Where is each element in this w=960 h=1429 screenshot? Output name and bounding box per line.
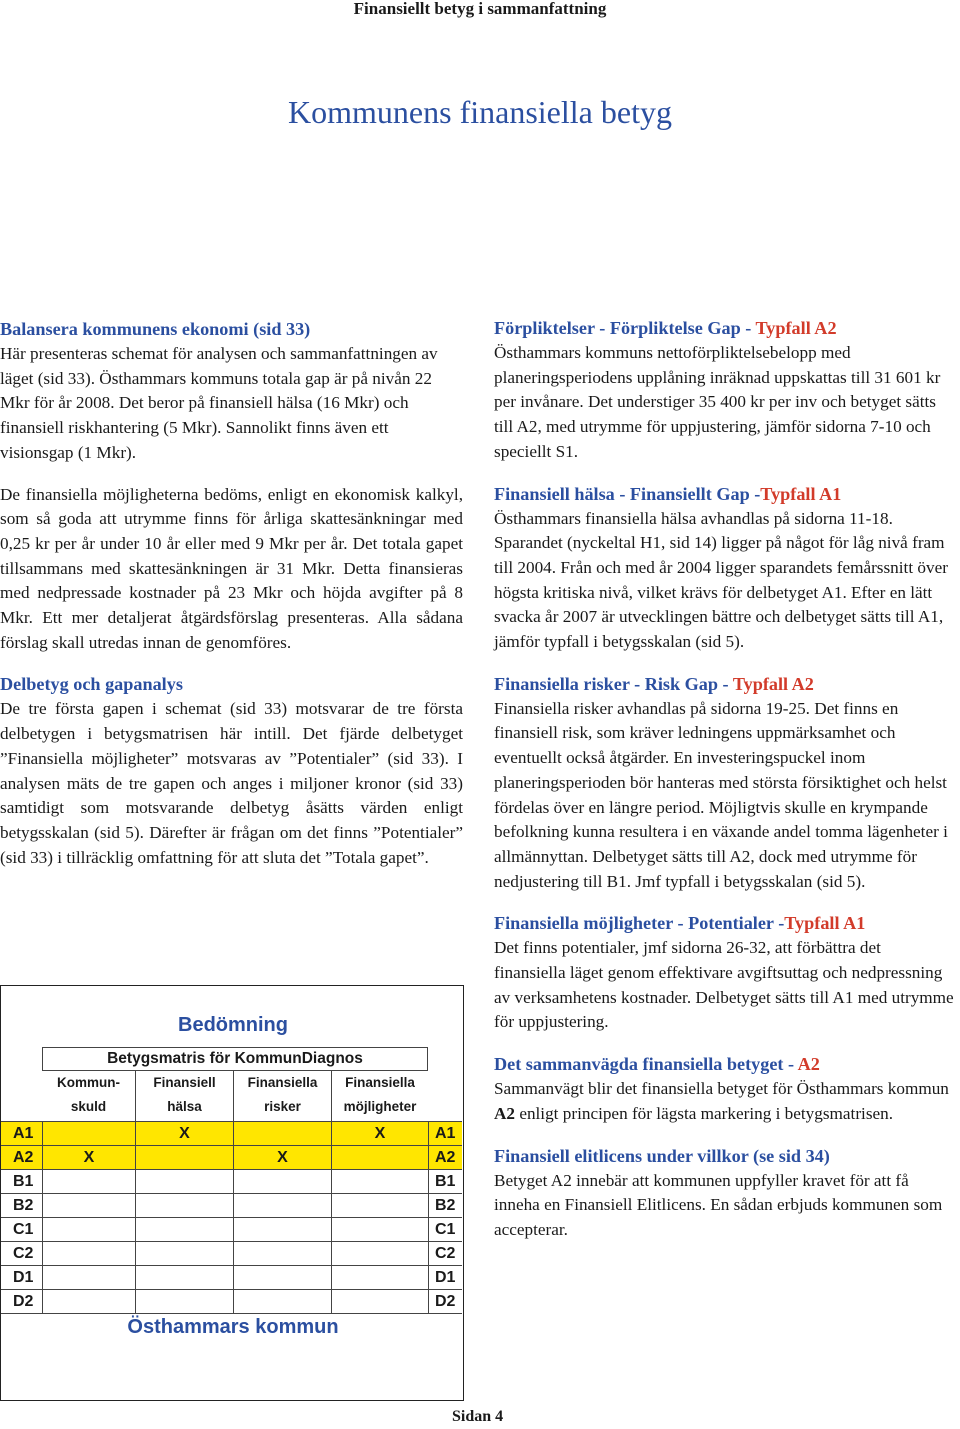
matrix-grade-label-right: D2 [428,1290,462,1313]
matrix-cell [331,1146,428,1169]
matrix-grade-label-right: B1 [428,1170,462,1193]
matrix-cell [42,1266,135,1289]
matrix-row [1,1265,462,1289]
matrix-cell [331,1242,428,1265]
matrix-grade-label: A1 [13,1125,34,1142]
matrix-column-header: Finansiella möjligheter [331,1071,428,1121]
matrix-cell [135,1290,233,1313]
matrix-grade-label-right: C1 [428,1218,462,1241]
matrix-cell: X [233,1146,331,1169]
delbetyg-text: De tre första gapen i schemat (sid 33) motsvarar de tre första delbetygen i betygsmatrisen här intill. Det fjärde delbetyget ”Finansiella möjligheter” motsvaras av ”Potentialer” (sid 33). I analysen mäts de tre gapen och anges i miljoner kronor (sid 33) samtidigt som motsvarande delbetyg åsätts värden enligt betygsskalan (sid 5). Därefter är frågan om det finns ”Potentialer” (sid 33) i tillräcklig omfattning för att sluta det ”Totala gapet”. [0,699,463,867]
elitlicens-text: Betyget A2 innebär att kommunen uppfyller kravet för att få inneha en Finansiell Elitlicens. En sådan erbjuds kommunen som accepterar. [494,1170,943,1239]
matrix-cell [42,1170,135,1193]
matrix-grade-label: B2 [13,1197,34,1214]
right-column [494,316,954,1243]
matrix-caption: Betygsmatris för KommunDiagnos [42,1047,428,1071]
matrix-grade-label: C2 [13,1245,34,1262]
matrix-row [1,1217,462,1241]
matrix-cell [135,1266,233,1289]
matrix-cell [233,1170,331,1193]
matrix-grade-label-right: B2 [428,1194,462,1217]
halsa-heading: Finansiell hälsa - Finansiellt Gap -Typfall A1 [494,483,842,504]
matrix-cell [135,1170,233,1193]
mojligheter-analysis-text: De finansiella möjligheterna bedöms, enligt en ekonomisk kalkyl, som så goda att utrymme finns för årliga skattesänkningar med 0,25 kr per år under 10 år eller med 9 Mkr per år. Det totala gapet tillsammans med skattesänkningen är 31 Mkr. Detta finansieras med nedpressade kostnader på 23 Mkr och höjda avgifter på 8 Mkr. Ett mer detaljerat åtgärdsförslag presenteras. Alla sådana förslag skall utredas innan de genomföres. [0,484,463,652]
matrix-cell [135,1146,233,1169]
balansera-text: Här presenteras schemat för analysen och sammanfattningen av läget (sid 33). Östhammars kommuns totala gap är på nivån 22 Mkr för år 2008. Det beror på finansiell hälsa (16 Mkr) och finansiell riskhantering (5 Mkr). Sannolikt finns även ett visionsgap (1 Mkr). [0,344,438,462]
matrix-row [1,1241,462,1265]
matrix-grade-label: D1 [13,1269,34,1286]
matrix-cell: X [135,1122,233,1145]
matrix-cell [331,1218,428,1241]
matrix-grade-label: D2 [13,1293,34,1310]
matrix-cell [233,1122,331,1145]
risker-grade: Typfall A2 [732,673,814,694]
halsa-text: Östhammars finansiella hälsa avhandlas på sidorna 11-18. Sparandet (nyckeltal H1, sid 14) ligger på något för låg nivå fram till 2004. Från och med år 2004 ligger sparandets femårssnitt över högsta kritiska nivå, vilket krävs för delbetyget A1. Efter en lätt svacka år 2007 är utvecklingen bättre och delbetyget sätts till A1, jämför typfall i betygsskalan (sid 5). [494,508,948,652]
matrix-cell [135,1194,233,1217]
risker-text: Finansiella risker avhandlas på sidorna 19-25. Det finns en finansiell risk, som kräver ledningens uppmärksamhet och eventuellt också åtgärder. En investeringspuckel inom planeringsperioden bör hanteras med största försiktighet och helst fördelas över en längre period. Möjligtvis skulle en krympande befolkning kunna resultera i en växande andel tomma lägenheter i allmännyttan. Delbetyget sätts till A2, dock med utrymme för nedjustering till B1. Jmf typfall i betygsskalan (sid 5). [494,698,948,891]
forpliktelser-text: Östhammars kommuns nettoförpliktelsebelopp med planeringsperiodens upplåning inräknad uppskattas till 31 601 kr per invånare. Det understiger 35 400 kr per inv och betyget sätts till A2, med utrymme för uppjustering, jämför sidorna 7-10 och speciellt S1. [494,343,941,461]
page-title: Kommunens finansiella betyg [288,94,672,130]
mojligheter-grade: Typfall A1 [784,913,866,934]
matrix-grade-label-right: A1 [428,1122,462,1145]
left-column [0,317,463,870]
matrix-cell [233,1266,331,1289]
matrix-cell [42,1290,135,1313]
matrix-cell [331,1170,428,1193]
matrix-cell [42,1122,135,1145]
matrix-row [1,1169,462,1193]
matrix-cell [233,1218,331,1241]
matrix-cell: X [42,1146,135,1169]
forpliktelser-heading: Förpliktelser - Förpliktelse Gap - Typfall A2 [494,318,837,338]
forpliktelser-grade: Typfall A2 [755,318,837,338]
mojligheter-heading: Finansiella möjligheter - Potentialer -Typfall A1 [494,913,866,934]
matrix-row [1,1121,462,1145]
matrix-row [1,1289,462,1313]
matrix-cell [135,1242,233,1265]
matrix-cell [233,1242,331,1265]
matrix-row [1,1193,462,1217]
matrix-cell [42,1242,135,1265]
samman-heading: Det sammanvägda finansiella betyget - A2 [494,1054,820,1075]
matrix-cell [331,1266,428,1289]
halsa-grade: Typfall A1 [760,483,842,504]
running-header: Finansiellt betyg i sammanfattning [353,0,607,18]
matrix-grade-label-right: A2 [428,1146,462,1169]
matrix-grade-label-right: C2 [428,1242,462,1265]
matrix-grade-label: B1 [13,1173,34,1190]
balansera-heading: Balansera kommunens ekonomi (sid 33) [0,319,311,339]
matrix-cell [233,1290,331,1313]
matrix-footer: Östhammars kommun [127,1316,339,1338]
matrix-title: Bedömning [178,1014,288,1036]
matrix-cell [135,1218,233,1241]
matrix-row [1,1145,462,1169]
matrix-cell [233,1194,331,1217]
matrix-bottom-rule [1,1313,462,1314]
matrix-grade-label: A2 [13,1149,34,1166]
delbetyg-heading: Delbetyg och gapanalys [0,674,183,695]
matrix-column-header: Finansiell hälsa [135,1071,233,1121]
matrix-column-header: Kommun- skuld [57,1075,120,1114]
mojligheter-text: Det finns potentialer, jmf sidorna 26-32, att förbättra det finansiella läget genom effektivare avgiftsuttag och nedpressning av verksamhetens kostnader. Delbetyget sätts till A1 med utrymme för uppjustering. [494,938,954,1032]
matrix-cell [331,1290,428,1313]
page-number: Sidan 4 [452,1408,504,1425]
risker-heading: Finansiella risker - Risk Gap - Typfall A2 [494,673,814,694]
matrix-cell [331,1194,428,1217]
samman-grade: A2 [797,1054,820,1075]
elitlicens-heading: Finansiell elitlicens under villkor (se sid 34) [494,1145,830,1166]
matrix-grade-label-right: D1 [428,1266,462,1289]
samman-text: Sammanvägt blir det finansiella betyget för Östhammars kommun A2 enligt principen för lägsta markering i betygsmatrisen. [494,1079,949,1123]
matrix-column-header: Finansiella risker [233,1071,331,1121]
grade-matrix [0,985,464,1401]
matrix-cell [42,1218,135,1241]
matrix-cell: X [331,1122,428,1145]
matrix-cell [42,1194,135,1217]
matrix-grade-label: C1 [13,1221,34,1238]
